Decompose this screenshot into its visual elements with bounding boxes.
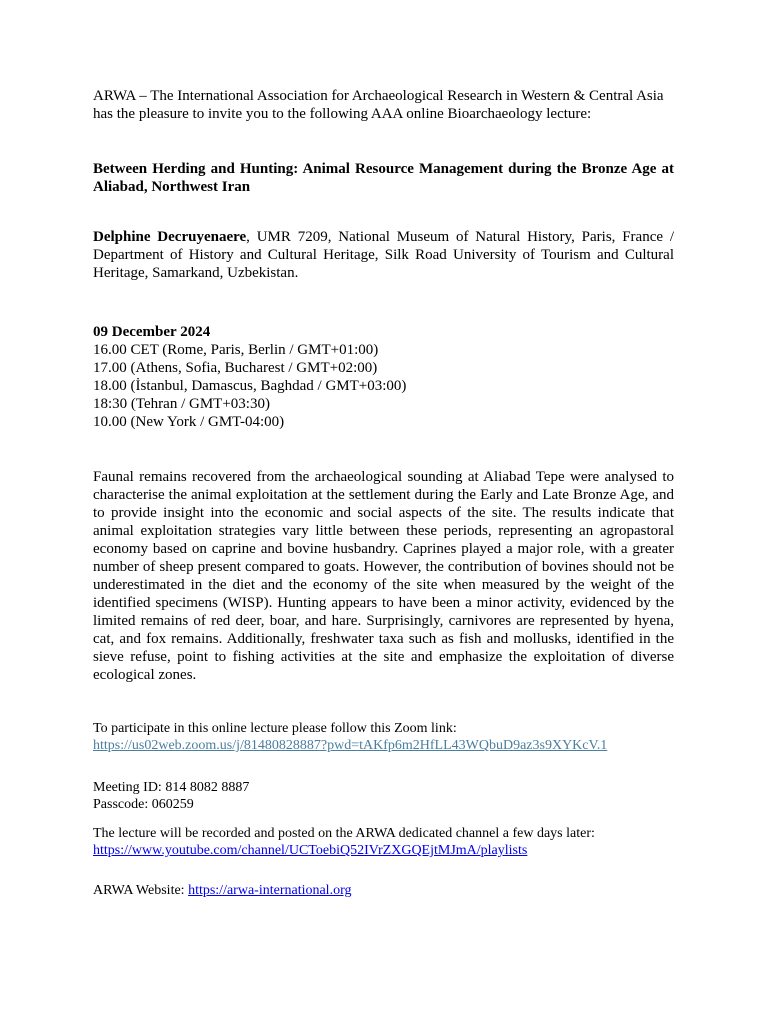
youtube-link[interactable]: https://www.youtube.com/channel/UCToebiQ52IVrZXGQEjtMJmA/playlists: [93, 843, 528, 858]
passcode: Passcode: 060259: [93, 797, 194, 812]
time-tehran: 18:30 (Tehran / GMT+03:30): [93, 396, 270, 412]
time-istanbul: 18.00 (İstanbul, Damascus, Baghdad / GMT+03:00): [93, 378, 407, 394]
meeting-details: [93, 779, 674, 813]
meeting-id: Meeting ID: 814 8082 8887: [93, 780, 250, 795]
zoom-intro: To participate in this online lecture please follow this Zoom link:: [93, 721, 457, 736]
lecture-title: Between Herding and Hunting: Animal Resource Management during the Bronze Age at Aliabad, Northwest Iran: [93, 161, 674, 195]
recording-block: [93, 825, 674, 859]
zoom-block: [93, 720, 674, 754]
zoom-link[interactable]: https://us02web.zoom.us/j/81480828887?pwd=tAKfp6m2HfLL43WQbuD9az3s9XYKcV.1: [93, 738, 608, 753]
lecture-date: 09 December 2024: [93, 324, 211, 340]
speaker-paragraph: [93, 228, 674, 282]
time-new-york: 10.00 (New York / GMT-04:00): [93, 414, 285, 430]
schedule-block: [93, 323, 674, 431]
website-link[interactable]: https://arwa-international.org: [188, 883, 352, 898]
time-athens: 17.00 (Athens, Sofia, Bucharest / GMT+02:00): [93, 360, 378, 376]
recording-intro: The lecture will be recorded and posted on the ARWA dedicated channel a few days later:: [93, 826, 595, 841]
website-line: [93, 882, 674, 899]
speaker-name: Delphine Decruyenaere: [93, 229, 247, 245]
abstract-paragraph: Faunal remains recovered from the archaeological sounding at Aliabad Tepe were analysed to characterise the animal exploitation at the settlement during the Early and Late Bronze Age, and to provide insight into the economic and social aspects of the site. The results indicate that animal exploitation strategies vary little between these periods, representing an agropastoral economy based on caprine and bovine husbandry. Caprines played a major role, with a greater number of sheep present compared to goats. However, the contribution of bovines should not be underestimated in the diet and the economy of the site when measured by the weight of the identified specimens (WISP). Hunting appears to have been a minor activity, evidenced by the limited remains of red deer, boar, and hare. Surprisingly, carnivores are represented by hyena, cat, and fox remains. Additionally, freshwater taxa such as fish and mollusks, identified in the sieve refuse, point to fishing activities at the site and emphasize the exploitation of diverse ecological zones.: [93, 469, 674, 683]
time-rome: 16.00 CET (Rome, Paris, Berlin / GMT+01:00): [93, 342, 379, 358]
invitation-paragraph: ARWA – The International Association for Archaeological Research in Western & Central Asia has the pleasure to invite you to the following AAA online Bioarchaeology lecture:: [93, 88, 664, 122]
website-label: ARWA Website:: [93, 883, 189, 898]
speaker-affiliation: , UMR 7209, National Museum of Natural History, Paris, France / Department of History and Cultural Heritage, Silk Road University of Tourism and Cultural Heritage, Samarkand, Uzbekistan.: [93, 229, 674, 281]
